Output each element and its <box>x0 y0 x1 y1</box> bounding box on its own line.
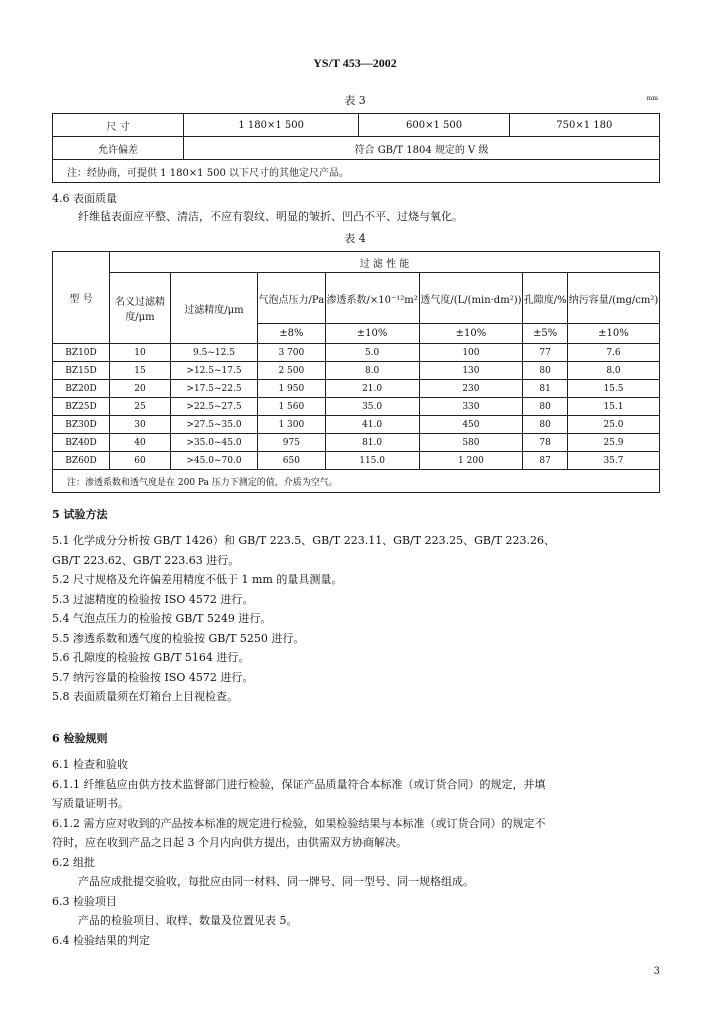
table-cell: 25 <box>110 398 171 416</box>
text-line: 5.8 表面质量须在灯箱台上目视检查。 <box>52 690 238 703</box>
size-cell: 750×1 180 <box>509 114 659 137</box>
table-cell: BZ25D <box>53 398 110 416</box>
table-cell: 130 <box>419 362 523 380</box>
table-cell: >27.5~35.0 <box>171 416 258 434</box>
table-cell: 9.5~12.5 <box>171 344 258 362</box>
col-header: 纳污容量/(mg/cm²) <box>567 273 659 324</box>
col-header: 透气度/(L/(min·dm²)) <box>419 273 523 324</box>
text-line: 5.2 尺寸规格及允许偏差用精度不低于 1 mm 的量具测量。 <box>52 573 343 586</box>
text-line: 5.4 气泡点压力的检验按 GB/T 5249 进行。 <box>52 612 272 625</box>
table3-unit: mm <box>646 95 658 102</box>
size-cell: 600×1 500 <box>359 114 509 137</box>
text-line: 5.6 孔隙度的检验按 GB/T 5164 进行。 <box>52 651 250 664</box>
table-3 <box>52 113 660 183</box>
table-cell: 30 <box>110 416 171 434</box>
table-cell: 81.0 <box>325 434 419 452</box>
table-cell: 15.5 <box>567 380 659 398</box>
table-cell: 115.0 <box>325 452 419 470</box>
model-header: 型 号 <box>53 252 110 344</box>
table-cell: >17.5~22.5 <box>171 380 258 398</box>
table3-note: 注：经协商，可提供 1 180×1 500 以下尺寸的其他定尺产品。 <box>53 160 660 183</box>
table-cell: BZ15D <box>53 362 110 380</box>
table-cell: BZ20D <box>53 380 110 398</box>
table4-caption: 表 4 <box>344 232 366 245</box>
col-header: 渗透系数/×10⁻¹²m² <box>325 273 419 324</box>
table3-caption: 表 3 <box>344 94 366 107</box>
col-header: 气泡点压力/Pa <box>258 273 326 324</box>
text-line: 6.1.1 纤维毡应由供方技术监督部门进行检验，保证产品质量符合本标准（或订货合同）的规定，并填 <box>52 777 546 791</box>
text-line: 6 检验规则 <box>52 732 108 745</box>
table-cell: 1 560 <box>258 398 326 416</box>
table-cell: 7.6 <box>567 344 659 362</box>
table-cell: BZ10D <box>53 344 110 362</box>
table-cell: 975 <box>258 434 326 452</box>
text-line: 5.1 化学成分分析按 GB/T 1426）和 GB/T 223.5、GB/T 223.11、GB/T 223.25、GB/T 223.26、 <box>52 534 555 547</box>
table-cell: 80 <box>523 362 568 380</box>
col-header: 名义过滤精度/μm <box>110 273 171 344</box>
tolerance-cell: ±10% <box>419 324 523 344</box>
section-4-6-text: 纤维毡表面应平整、清洁，不应有裂纹、明显的皱折、凹凸不平、过烧与氧化。 <box>78 210 463 223</box>
col-header: 孔隙度/% <box>523 273 568 324</box>
table-cell: 650 <box>258 452 326 470</box>
size-cell: 1 180×1 500 <box>184 114 359 137</box>
standard-header: YS/T 453—2002 <box>313 56 397 70</box>
table-row <box>53 380 660 398</box>
tolerance-cell: ±10% <box>325 324 419 344</box>
table-cell: >35.0~45.0 <box>171 434 258 452</box>
table-4 <box>52 251 660 493</box>
table-cell: 41.0 <box>325 416 419 434</box>
table-cell: 580 <box>419 434 523 452</box>
table-cell: 60 <box>110 452 171 470</box>
text-line: 5.5 渗透系数和透气度的检验按 GB/T 5250 进行。 <box>52 631 305 645</box>
table-cell: >45.0~70.0 <box>171 452 258 470</box>
table-cell: 8.0 <box>325 362 419 380</box>
table-row <box>53 344 660 362</box>
table-cell: 1 950 <box>258 380 326 398</box>
table-cell: 80 <box>523 416 568 434</box>
table-cell: >12.5~17.5 <box>171 362 258 380</box>
table-row <box>53 362 660 380</box>
table-cell: 35.7 <box>567 452 659 470</box>
table-cell: 100 <box>419 344 523 362</box>
text-line: 符时，应在收到产品之日起 3 个月内向供方提出，由供需双方协商解决。 <box>52 836 407 849</box>
table-row <box>53 416 660 434</box>
table-cell: 1 200 <box>419 452 523 470</box>
table-cell: 1 300 <box>258 416 326 434</box>
text-line: 6.1.2 需方应对收到的产品按本标准的规定进行检验，如果检验结果与本标准（或订货合同）的规定不 <box>52 816 546 830</box>
group-header: 过 滤 性 能 <box>110 252 660 273</box>
text-line: 5 试验方法 <box>52 508 108 521</box>
table-row <box>53 434 660 452</box>
text-line: 6.3 检验项目 <box>52 894 117 908</box>
table-cell: 330 <box>419 398 523 416</box>
table-row <box>53 398 660 416</box>
tolerance-cell: ±10% <box>567 324 659 344</box>
tolerance-cell: ±8% <box>258 324 326 344</box>
table-cell: 81 <box>523 380 568 398</box>
table-cell: 25.9 <box>567 434 659 452</box>
tolerance-label: 允许偏差 <box>53 137 184 160</box>
table-row <box>53 452 660 470</box>
table-cell: 78 <box>523 434 568 452</box>
tolerance-value: 符合 GB/T 1804 规定的 V 级 <box>184 137 660 160</box>
table4-note: 注：渗透系数和透气度是在 200 Pa 压力下测定的值，介质为空气。 <box>53 470 660 493</box>
table-cell: >22.5~27.5 <box>171 398 258 416</box>
table-cell: 40 <box>110 434 171 452</box>
table-cell: 450 <box>419 416 523 434</box>
table-cell: 20 <box>110 380 171 398</box>
text-line: GB/T 223.62、GB/T 223.63 进行。 <box>52 553 240 567</box>
table-cell: 35.0 <box>325 398 419 416</box>
table-cell: BZ30D <box>53 416 110 434</box>
text-line: 6.2 组批 <box>52 855 95 869</box>
size-label: 尺 寸 <box>53 114 184 137</box>
text-line: 产品应成批提交验收，每批应由同一材料、同一牌号、同一型号、同一规格组成。 <box>78 875 474 888</box>
table-cell: 21.0 <box>325 380 419 398</box>
table-cell: 3 700 <box>258 344 326 362</box>
text-line: 5.3 过滤精度的检验按 ISO 4572 进行。 <box>52 592 254 606</box>
table-cell: 5.0 <box>325 344 419 362</box>
table-cell: 87 <box>523 452 568 470</box>
table-cell: 10 <box>110 344 171 362</box>
table-cell: 8.0 <box>567 362 659 380</box>
table-cell: 25.0 <box>567 416 659 434</box>
table-cell: 15 <box>110 362 171 380</box>
table-cell: 80 <box>523 398 568 416</box>
section-4-6-title: 4.6 表面质量 <box>52 192 117 205</box>
table-cell: BZ40D <box>53 434 110 452</box>
table-cell: BZ60D <box>53 452 110 470</box>
text-line: 6.1 检查和验收 <box>52 758 128 771</box>
page-number: 3 <box>653 966 660 977</box>
tolerance-cell: ±5% <box>523 324 568 344</box>
text-line: 产品的检验项目、取样、数量及位置见表 5。 <box>78 914 298 927</box>
col-header: 过滤精度/μm <box>171 273 258 344</box>
table-cell: 230 <box>419 380 523 398</box>
text-line: 写质量证明书。 <box>52 797 129 810</box>
table-cell: 2 500 <box>258 362 326 380</box>
text-line: 6.4 检验结果的判定 <box>52 933 150 947</box>
table-cell: 15.1 <box>567 398 659 416</box>
text-line: 5.7 纳污容量的检验按 ISO 4572 进行。 <box>52 670 254 684</box>
table-cell: 77 <box>523 344 568 362</box>
